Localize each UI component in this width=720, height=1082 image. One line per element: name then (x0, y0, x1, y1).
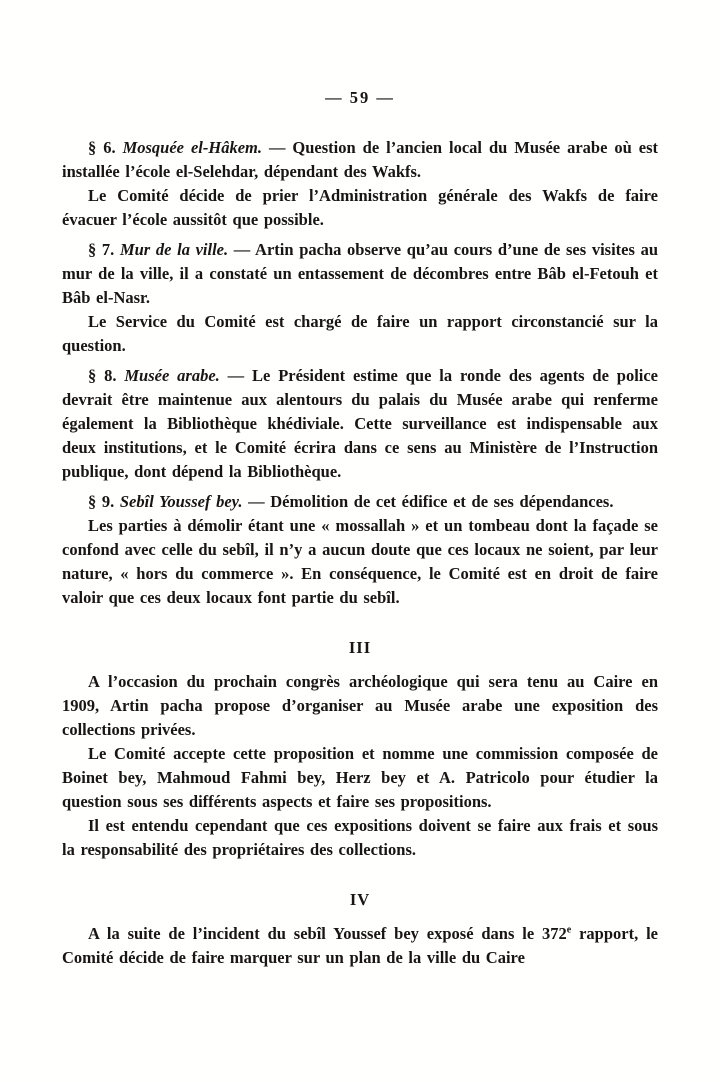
paragraph-text: — Le Président estime que la ronde des agents de police devrait être maintenue aux alentours du palais du Musée arabe qui renferme également la Bibliothèque khédiviale. Cette surveillance est indispensable aux deux institutions, et le Comité écrira dans ce sens au Ministère de l’Instruction publique, dont dépend la Bibliothèque. (62, 366, 659, 481)
paragraph-section-7 (62, 238, 658, 310)
page-number: — 59 — (325, 88, 395, 107)
paragraph-text: Le Comité accepte cette proposition et nomme une commission composée de Boinet bey, Mahmoud Fahmi bey, Herz bey et A. Patricolo pour étudier la question sous ses différents aspects et faire ses propositions. (62, 744, 658, 811)
ordinal-superscript: e (566, 924, 572, 936)
section-title: Mosquée el-Hâkem. (122, 138, 269, 157)
section-label: § 8. (88, 366, 125, 385)
paragraph-text: Le Service du Comité est chargé de faire un rapport circonstancié sur la question. (62, 312, 658, 355)
paragraph (62, 514, 658, 610)
paragraph (62, 670, 658, 742)
paragraph-section-9 (62, 490, 658, 514)
paragraph-section-8 (62, 364, 658, 484)
paragraph (62, 742, 658, 814)
roman-heading-iv: IV (349, 890, 371, 909)
paragraph-text: A la suite de l’incident du sebîl Youssef bey exposé dans le 372 (88, 924, 567, 943)
paragraph-text: — Démolition de cet édifice et de ses dépendances. (248, 492, 614, 511)
paragraph-text: — Question de l’ancien local du Musée arabe où est installée l’école el-Selehdar, dépendant des Wakfs. (62, 138, 659, 181)
section-label: § 6. (88, 138, 123, 157)
paragraph-text: Les parties à démolir étant une « mossallah » et un tombeau dont la façade se confond avec celle du sebîl, il n’y a aucun doute que ces locaux ne soient, par leur nature, « hors du commerce ». En conséquence, le Comité est en droit de faire valoir que ces deux locaux font partie du sebîl. (62, 516, 658, 607)
paragraph-section-6 (62, 136, 658, 184)
paragraph-text: A l’occasion du prochain congrès archéologique qui sera tenu au Caire en 1909, Artin pacha propose d’organiser au Musée arabe une exposition des collections privées. (62, 672, 658, 739)
paragraph-text: Il est entendu cependant que ces expositions doivent se faire aux frais et sous la responsabilité des propriétaires des collections. (62, 816, 658, 859)
paragraph-last (62, 922, 658, 970)
paragraph (62, 184, 658, 232)
paragraph-text: Le Comité décide de prier l’Administration générale des Wakfs de faire évacuer l’école aussitôt que possible. (62, 186, 658, 229)
paragraph-text: — Artin pacha observe qu’au cours d’une de ses visites au mur de la ville, il a constaté un entassement de décombres entre Bâb el-Fetouh et Bâb el-Nasr. (62, 240, 659, 307)
section-label: § 7. (88, 240, 120, 259)
section-label: § 9. (88, 492, 120, 511)
paragraph (62, 814, 658, 862)
paragraph (62, 310, 658, 358)
roman-heading-iii: III (348, 638, 372, 657)
paragraph-text: rapport, le Comité décide de faire marquer sur un plan de la ville du Caire (62, 924, 658, 967)
section-title: Sebîl Youssef bey. (119, 492, 249, 511)
section-title: Mur de la ville. (119, 240, 234, 259)
section-title: Musée arabe. (124, 366, 228, 385)
